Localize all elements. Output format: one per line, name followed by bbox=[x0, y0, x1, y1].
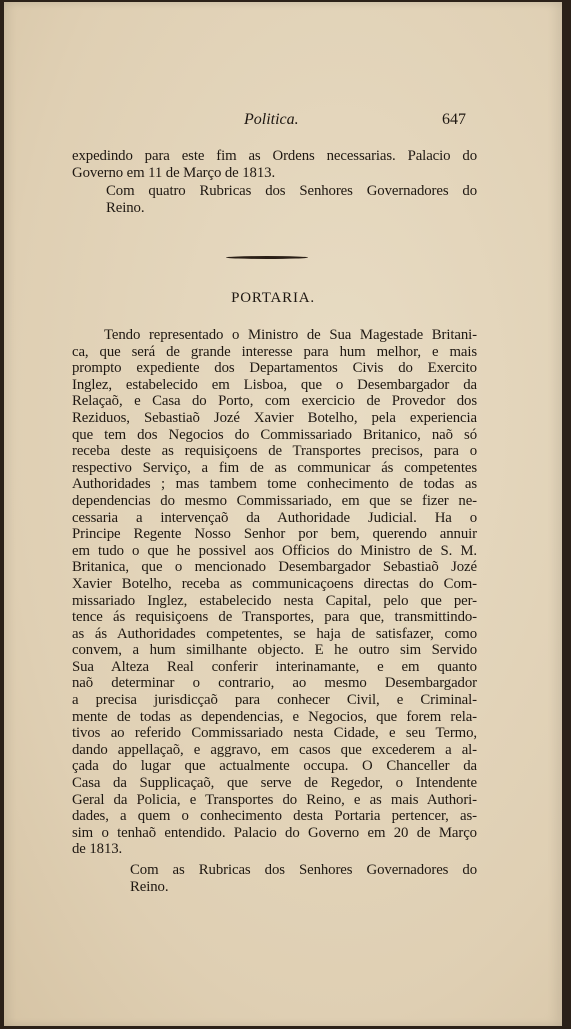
text-line: Casa da Supplicaçaõ, que serve de Regedor, o Intendente bbox=[72, 775, 477, 792]
text-line: Tendo representado o Ministro de Sua Magestade Britani- bbox=[104, 327, 477, 343]
portaria-body bbox=[72, 327, 477, 895]
text-line: Principe Regente Nosso Senhor por bem, querendo annuir bbox=[72, 526, 477, 543]
text-line: Governo em 11 de Março de 1813. bbox=[72, 164, 276, 181]
text-line: prompto expediente dos Departamentos Civis do Exercito bbox=[72, 360, 477, 377]
text-line: Authoridades ; mas tambem tome conhecimento de todas as bbox=[72, 476, 477, 493]
text-line: Reziduos, Sebastiaõ Jozé Xavier Botelho, pela experiencia bbox=[72, 409, 477, 426]
text-line: receba deste as requisiçoens de Transportes precisos, para o bbox=[72, 443, 477, 460]
text-line: missariado Inglez, estabelecido nesta Capital, pelo que per- bbox=[72, 592, 477, 609]
text-line: naõ determinar o contrario, ao mesmo Desembargador bbox=[72, 675, 477, 692]
book-page bbox=[4, 2, 562, 1026]
page-number: 647 bbox=[442, 111, 466, 128]
text-line: que tem dos Negocios do Commissariado Britanico, naõ só bbox=[72, 426, 477, 443]
text-line: respectivo Serviço, a fim de as communicar ás competentes bbox=[72, 459, 477, 476]
signature-line: Com as Rubricas dos Senhores Governadores do bbox=[130, 862, 477, 878]
text-line: tence ás requisiçoens de Transportes, para que, transmittindo- bbox=[72, 609, 477, 626]
text-line: dando appellaçaõ, e aggravo, em casos que excederem a al- bbox=[72, 741, 477, 758]
text-line: Britanica, que o mencionado Desembargador Sebastiaõ Jozé bbox=[72, 559, 477, 576]
text-line: expedindo para este fim as Ordens necessarias. Palacio do bbox=[72, 148, 477, 164]
text-line: dependencias do mesmo Commissariado, em que se fizer ne- bbox=[72, 492, 477, 509]
section-heading bbox=[4, 290, 562, 307]
ornamental-divider bbox=[226, 256, 308, 259]
text-line: a precisa jurisdicçaõ para conhecer Civil, e Criminal- bbox=[72, 692, 477, 709]
text-line: dades, a quem o conhecimento desta Portaria pertencer, as- bbox=[72, 808, 477, 825]
previous-document-ending bbox=[72, 148, 477, 216]
text-line: Sua Alteza Real conferir interinamante, e em quanto bbox=[72, 658, 477, 675]
text-line: Geral da Policia, e Transportes do Reino, e as mais Authori- bbox=[72, 791, 477, 808]
text-line: Relaçaõ, e Casa do Porto, com exercicio de Provedor dos bbox=[72, 393, 477, 410]
text-line: sim o tenhaõ entendido. Palacio do Governo em 20 de Março bbox=[72, 824, 477, 841]
running-title: Politica. bbox=[244, 111, 299, 128]
running-header bbox=[4, 111, 562, 133]
text-line: as ás Authoridades competentes, se haja de satisfazer, como bbox=[72, 625, 477, 642]
text-line: cessaria a intervençaõ da Authoridade Judicial. Ha o bbox=[72, 509, 477, 526]
signature-line: Reino. bbox=[106, 199, 145, 216]
signature-line: Reino. bbox=[130, 878, 169, 895]
text-line: ca, que será de grande interesse para hum melhor, e mais bbox=[72, 343, 477, 360]
text-line: em tudo o que he possivel aos Officios do Ministro de S. M. bbox=[72, 542, 477, 559]
text-line: Inglez, estabelecido em Lisboa, que o Desembargador da bbox=[72, 376, 477, 393]
heading-text: PORTARIA. bbox=[231, 290, 315, 306]
text-line: çada do lugar que actualmente occupa. O Chanceller da bbox=[72, 758, 477, 775]
text-line: tivos ao referido Commissariado nesta Cidade, e seu Termo, bbox=[72, 725, 477, 742]
signature-line: Com quatro Rubricas dos Senhores Governadores do bbox=[106, 183, 477, 200]
text-line: Xavier Botelho, receba as communicaçoens directas do Com- bbox=[72, 575, 477, 592]
text-line: de 1813. bbox=[72, 841, 123, 858]
text-line: mente de todas as dependencias, e Negocios, que forem rela- bbox=[72, 708, 477, 725]
text-line: convem, a hum similhante objecto. E he outro sim Servido bbox=[72, 642, 477, 659]
